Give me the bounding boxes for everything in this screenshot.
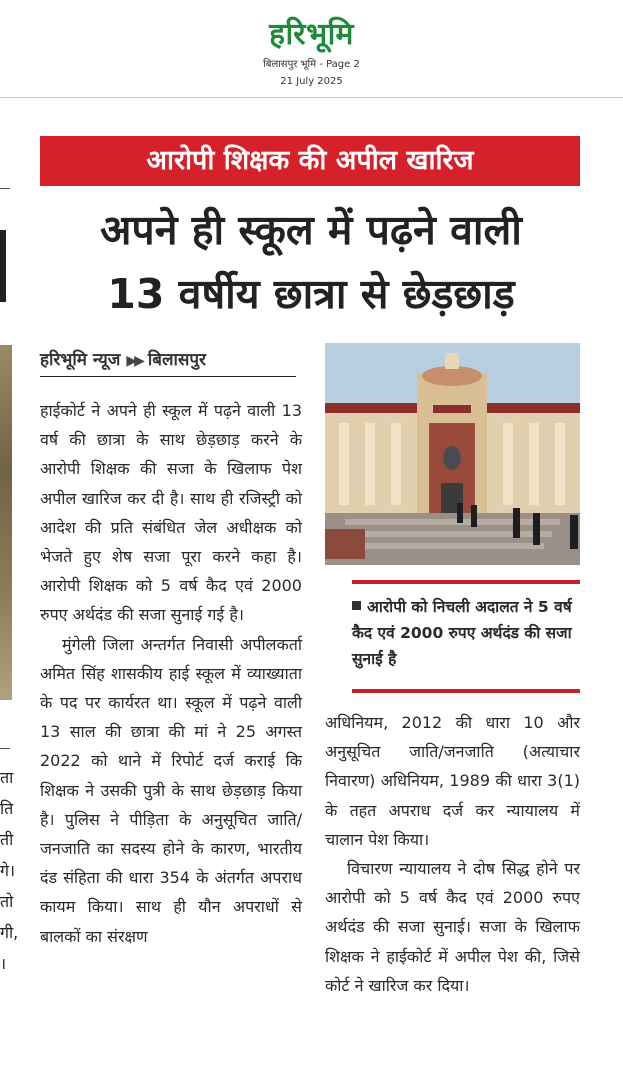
article-paragraph: मुंगेली जिला अन्तर्गत निवासी अपीलकर्ता अमित सिंह शासकीय हाई स्कूल में व्याख्याता के पद पर कार्यरत था। स्कूल में पढ़ने वाली 13 साल की छात्रा की मां ने 25 अगस्त 2022 को थाने में रिपोर्ट दर्ज कराई कि शिक्षक ने उसकी पुत्री के साथ छेड़छाड़ किया है। पुलिस ने पीड़िता के अनुसूचित जाति/जनजाति का सदस्य होने के कारण, भारतीय दंड संहिता की धारा 354 के अंतर्गत अपराध कायम किया। साथ ही यौन अपराधों से बालकों का संरक्षण xyxy=(40,634,302,946)
square-bullet-icon xyxy=(352,601,361,610)
high-court-building-photo xyxy=(325,343,580,565)
newspaper-logo: हरिभूमि xyxy=(269,17,354,52)
building-illustration xyxy=(325,343,580,565)
pull-quote-text: आरोपी को निचली अदालत ने 5 वर्ष कैद एवं 2000 रुपए अर्थदंड की सजा सुनाई है xyxy=(352,598,572,668)
edge-char: गे। xyxy=(0,861,16,880)
article-column-left xyxy=(40,396,302,951)
edge-char: । xyxy=(0,954,7,973)
byline xyxy=(40,344,296,377)
headline-line-2: 13 वर्षीय छात्रा से छेड़छाड़ xyxy=(107,270,515,318)
header-divider xyxy=(0,97,623,98)
edge-headline-fragment xyxy=(0,230,6,302)
edge-char: ती xyxy=(0,830,14,849)
byline-city: बिलासपुर xyxy=(147,350,206,370)
pull-quote xyxy=(352,594,580,672)
page-header xyxy=(0,0,623,98)
edge-char: ता xyxy=(0,768,14,787)
edge-photo-fragment xyxy=(0,345,12,700)
edge-char: गी, xyxy=(0,923,19,942)
fast-forward-icon: ▶▶ xyxy=(126,353,142,369)
article-paragraph: अधिनियम, 2012 की धारा 10 और अनुसूचित जाति/जनजाति (अत्याचार निवारण) अधिनियम, 1989 की धारा 3(1) के तहत अपराध दर्ज कर न्यायालय में चालान पेश किया। xyxy=(325,713,580,849)
issue-date: 21 July 2025 xyxy=(280,76,343,87)
article-kicker: आरोपी शिक्षक की अपील खारिज xyxy=(40,136,580,186)
edge-text-fragment xyxy=(0,762,19,979)
quote-rule-bottom xyxy=(352,689,580,693)
headline-line-1: अपने ही स्कूल में पढ़ने वाली xyxy=(100,206,522,254)
edge-char: ति xyxy=(0,799,14,818)
edge-char: तो xyxy=(0,892,14,911)
article-headline xyxy=(28,198,594,326)
article-paragraph: विचारण न्यायालय ने दोष सिद्ध होने पर आरोपी को 5 वर्ष कैद एवं 2000 रुपए अर्थदंड की सजा सुनाई। सजा के खिलाफ शिक्षक ने हाईकोर्ट में अपील पेश की, जिसे कोर्ट ने खारिज कर दिया। xyxy=(325,859,580,995)
article-paragraph: हाईकोर्ट ने अपने ही स्कूल में पढ़ने वाली 13 वर्ष की छात्रा के साथ छेड़छाड़ करने के आरोपी शिक्षक की सजा के खिलाफ पेश अपील खारिज कर दी है। साथ ही रजिस्ट्री को आदेश की प्रति संबंधित जेल अधीक्षक को भेजते हुए शेष सजा पूरा करने कहा है। आरोपी शिक्षक को 5 वर्ष कैद एवं 2000 रुपए अर्थदंड की सजा सुनाई गई है। xyxy=(40,401,302,625)
quote-rule-top xyxy=(352,580,580,584)
edge-rule xyxy=(0,748,10,749)
article-column-right xyxy=(325,708,580,1000)
byline-source: हरिभूमि न्यूज xyxy=(40,350,121,370)
page-label: बिलासपुर भूमि - Page 2 xyxy=(263,59,360,70)
edge-rule xyxy=(0,188,10,189)
